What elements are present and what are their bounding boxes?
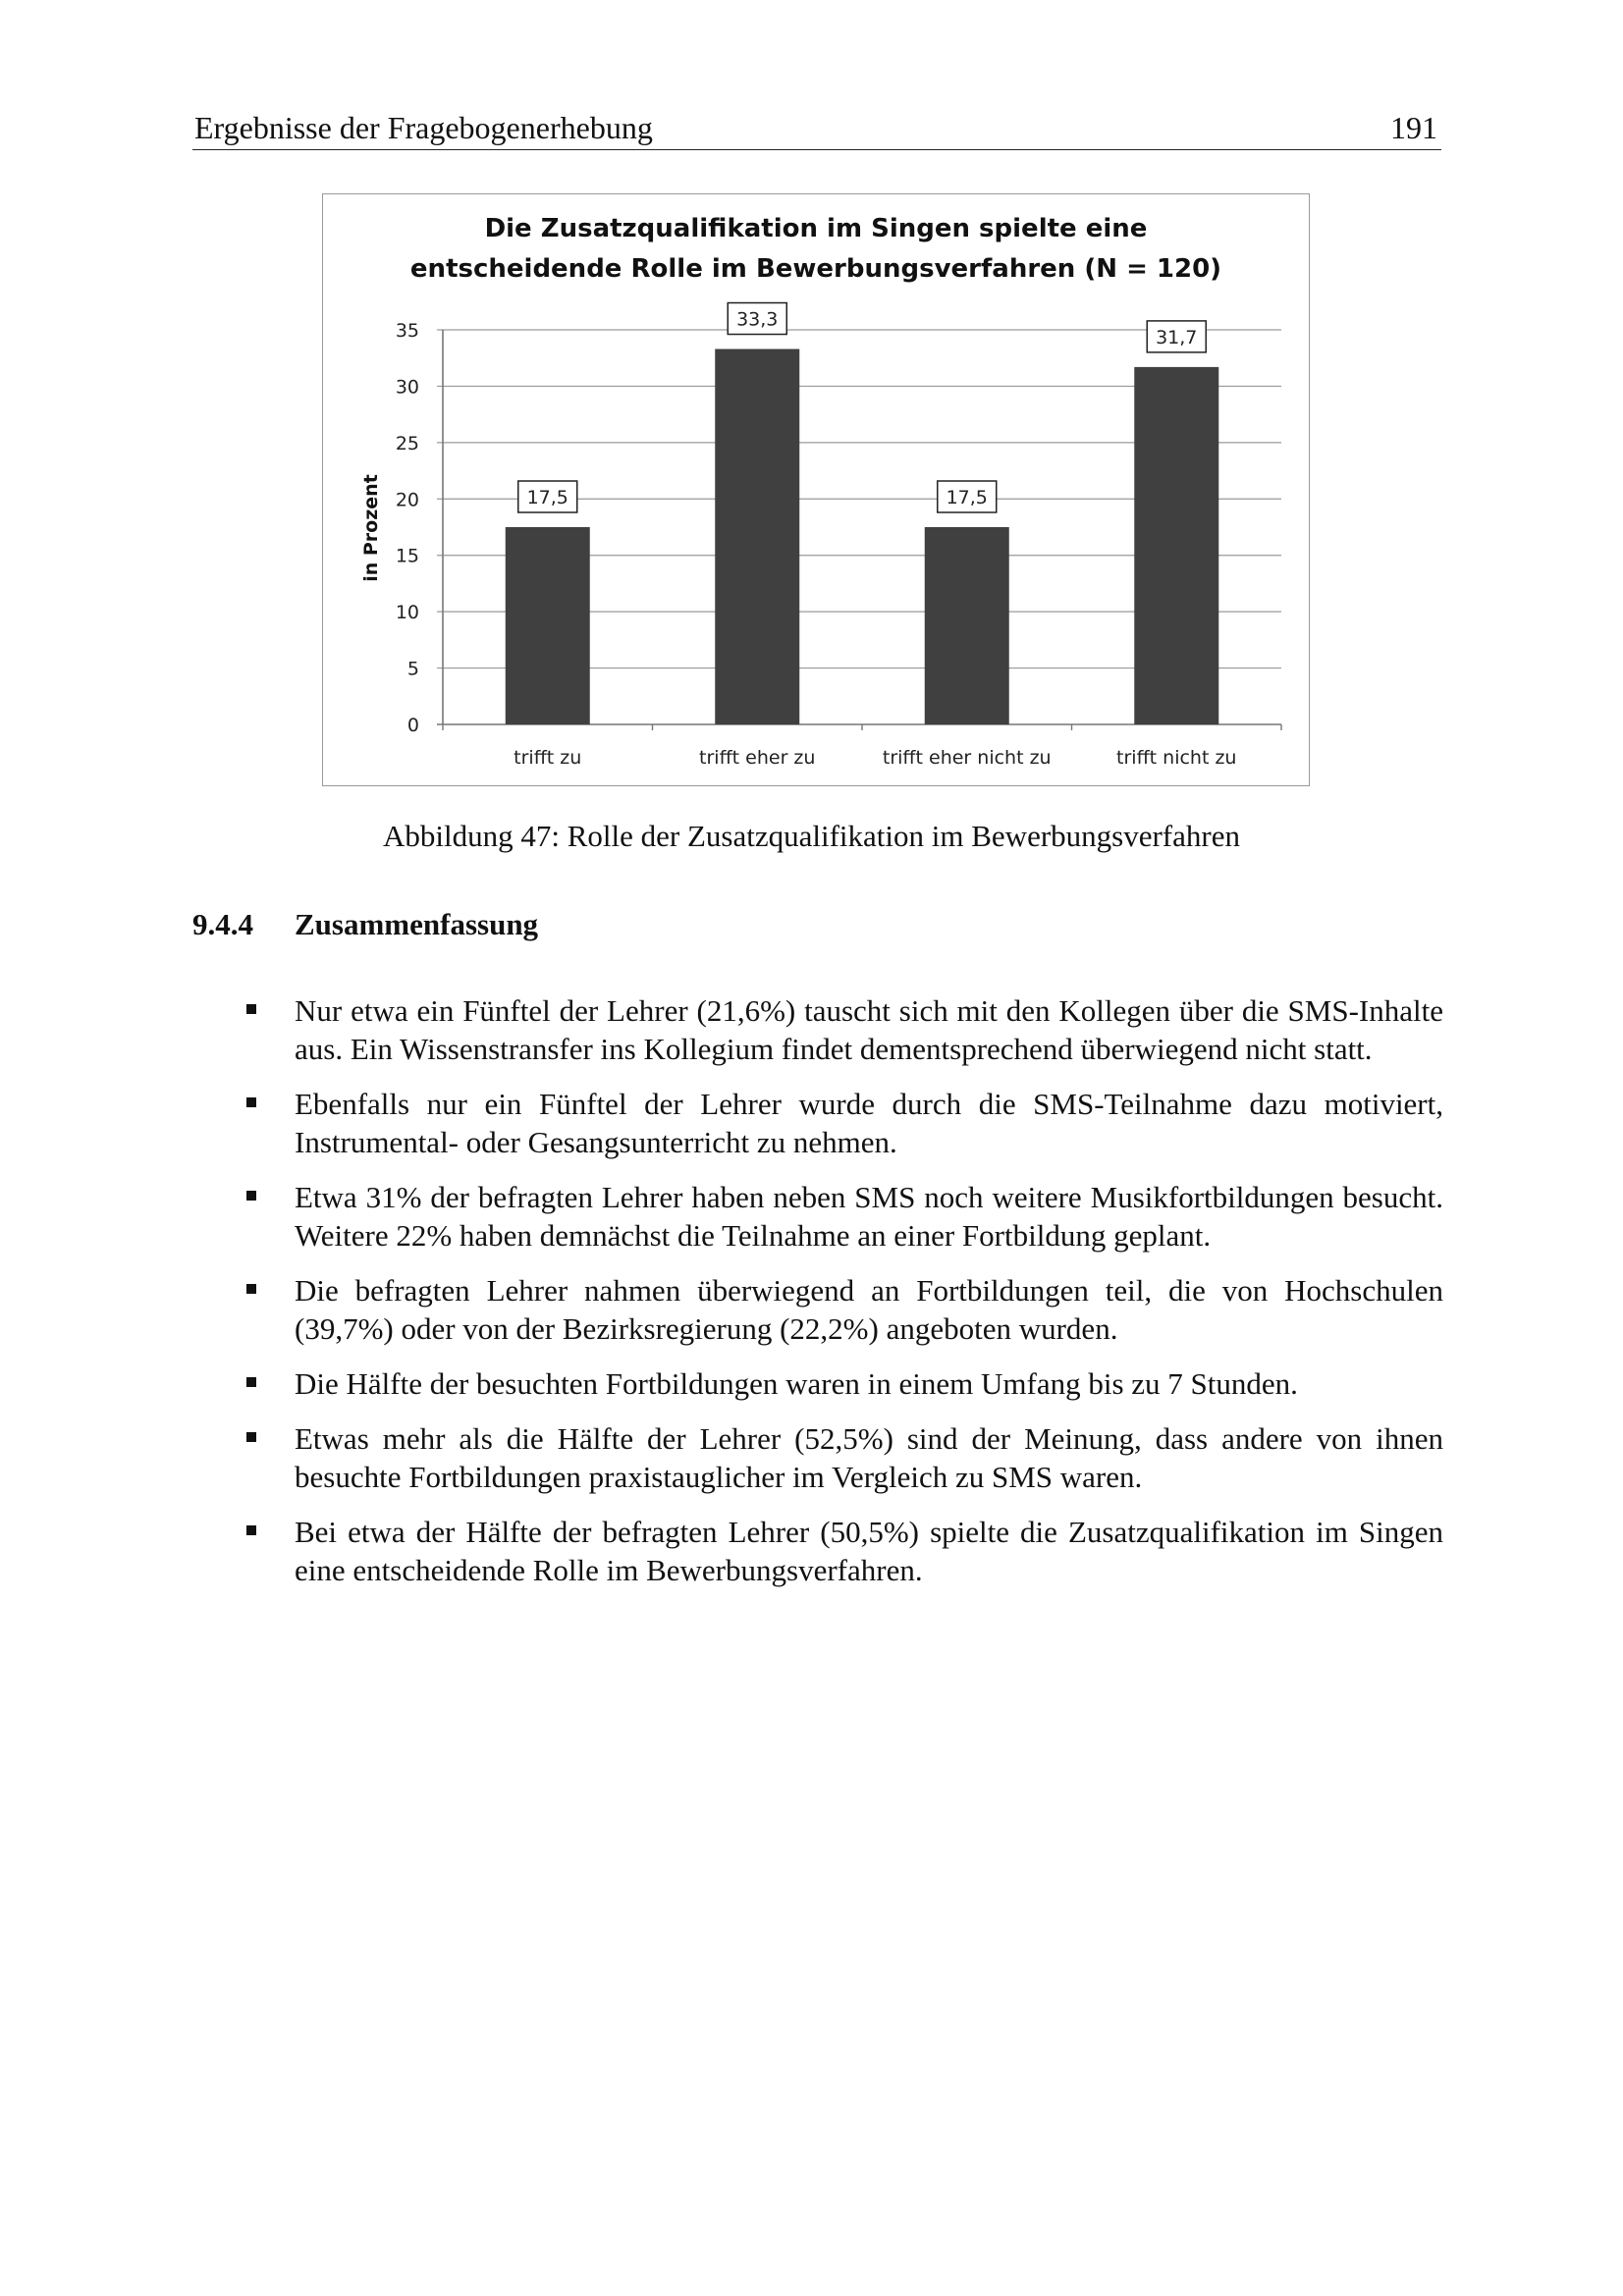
- list-item-text: Ebenfalls nur ein Fünftel der Lehrer wurde durch die SMS-Teilnahme dazu motiviert, Instrumental- oder Gesangsunterricht zu nehmen.: [295, 1087, 1443, 1159]
- section-number: 9.4.4: [192, 907, 253, 941]
- list-item: [192, 1513, 1443, 1589]
- list-item: [192, 1419, 1443, 1496]
- page-number: 191: [1390, 110, 1437, 145]
- running-header: [192, 106, 1441, 150]
- data-label: 33,3: [736, 308, 779, 331]
- y-tick-label: 35: [395, 320, 419, 342]
- bullet-square-icon: [246, 1377, 256, 1387]
- bar-chart-svg: [323, 194, 1309, 785]
- bar: [715, 349, 799, 724]
- list-item-text: Die befragten Lehrer nahmen überwiegend an Fortbildungen teil, die von Hochschulen (39,7%) oder von der Bezirksregierung (22,2%) angeboten wurden.: [295, 1273, 1443, 1346]
- list-item-text: Die Hälfte der besuchten Fortbildungen waren in einem Umfang bis zu 7 Stunden.: [295, 1366, 1298, 1401]
- list-item: [192, 1271, 1443, 1348]
- figure-caption: Abbildung 47: Rolle der Zusatzqualifikation im Bewerbungsverfahren: [383, 819, 1240, 853]
- bullet-square-icon: [246, 1525, 256, 1535]
- x-tick-label: trifft zu: [514, 747, 582, 769]
- list-item-text: Etwas mehr als die Hälfte der Lehrer (52,5%) sind der Meinung, dass andere von ihnen besuchte Fortbildungen praxistauglicher im Vergleich zu SMS waren.: [295, 1421, 1443, 1494]
- y-axis-label: in Prozent: [360, 474, 382, 582]
- section-title: Zusammenfassung: [295, 907, 539, 941]
- list-item: [192, 1364, 1443, 1403]
- list-item: [192, 991, 1443, 1068]
- data-label: 17,5: [946, 487, 988, 508]
- y-tick-label: 30: [395, 376, 419, 399]
- bullet-square-icon: [246, 1004, 256, 1014]
- list-item: [192, 1085, 1443, 1161]
- y-tick-label: 5: [406, 658, 419, 680]
- chart-title-line-1: Die Zusatzqualifikation im Singen spielte eine: [484, 214, 1148, 243]
- x-tick-label: trifft nicht zu: [1116, 747, 1237, 769]
- section-heading: [192, 907, 538, 942]
- x-tick-label: trifft eher nicht zu: [882, 747, 1052, 769]
- bar: [925, 527, 1009, 724]
- list-item-text: Nur etwa ein Fünftel der Lehrer (21,6%) tauscht sich mit den Kollegen über die SMS-Inhalte aus. Ein Wissenstransfer ins Kollegium findet dementsprechend überwiegend nicht statt.: [295, 993, 1443, 1066]
- y-tick-label: 10: [395, 602, 419, 624]
- y-tick-label: 20: [395, 489, 419, 511]
- summary-list: [192, 991, 1443, 1606]
- y-tick-label: 25: [395, 432, 419, 454]
- bullet-square-icon: [246, 1432, 256, 1442]
- bullet-square-icon: [246, 1284, 256, 1294]
- chart-title-line-2: entscheidende Rolle im Bewerbungsverfahren (N = 120): [409, 254, 1222, 284]
- x-tick-label: trifft eher zu: [699, 747, 816, 769]
- bullet-square-icon: [246, 1097, 256, 1107]
- y-tick-label: 15: [395, 545, 419, 567]
- running-header-title: Ergebnisse der Fragebogenerhebung: [194, 110, 653, 145]
- bar-chart: [322, 193, 1310, 786]
- bar: [1134, 367, 1218, 724]
- bullet-square-icon: [246, 1191, 256, 1201]
- data-label: 17,5: [526, 487, 568, 508]
- list-item-text: Etwa 31% der befragten Lehrer haben neben SMS noch weitere Musikfortbildungen besucht. Weitere 22% haben demnächst die Teilnahme an einer Fortbildung geplant.: [295, 1180, 1443, 1253]
- y-tick-label: 0: [406, 715, 419, 736]
- list-item-text: Bei etwa der Hälfte der befragten Lehrer (50,5%) spielte die Zusatzqualifikation im Singen eine entscheidende Rolle im Bewerbungsverfahren.: [295, 1515, 1443, 1587]
- data-label: 31,7: [1156, 326, 1198, 348]
- list-item: [192, 1178, 1443, 1255]
- bar: [506, 527, 590, 724]
